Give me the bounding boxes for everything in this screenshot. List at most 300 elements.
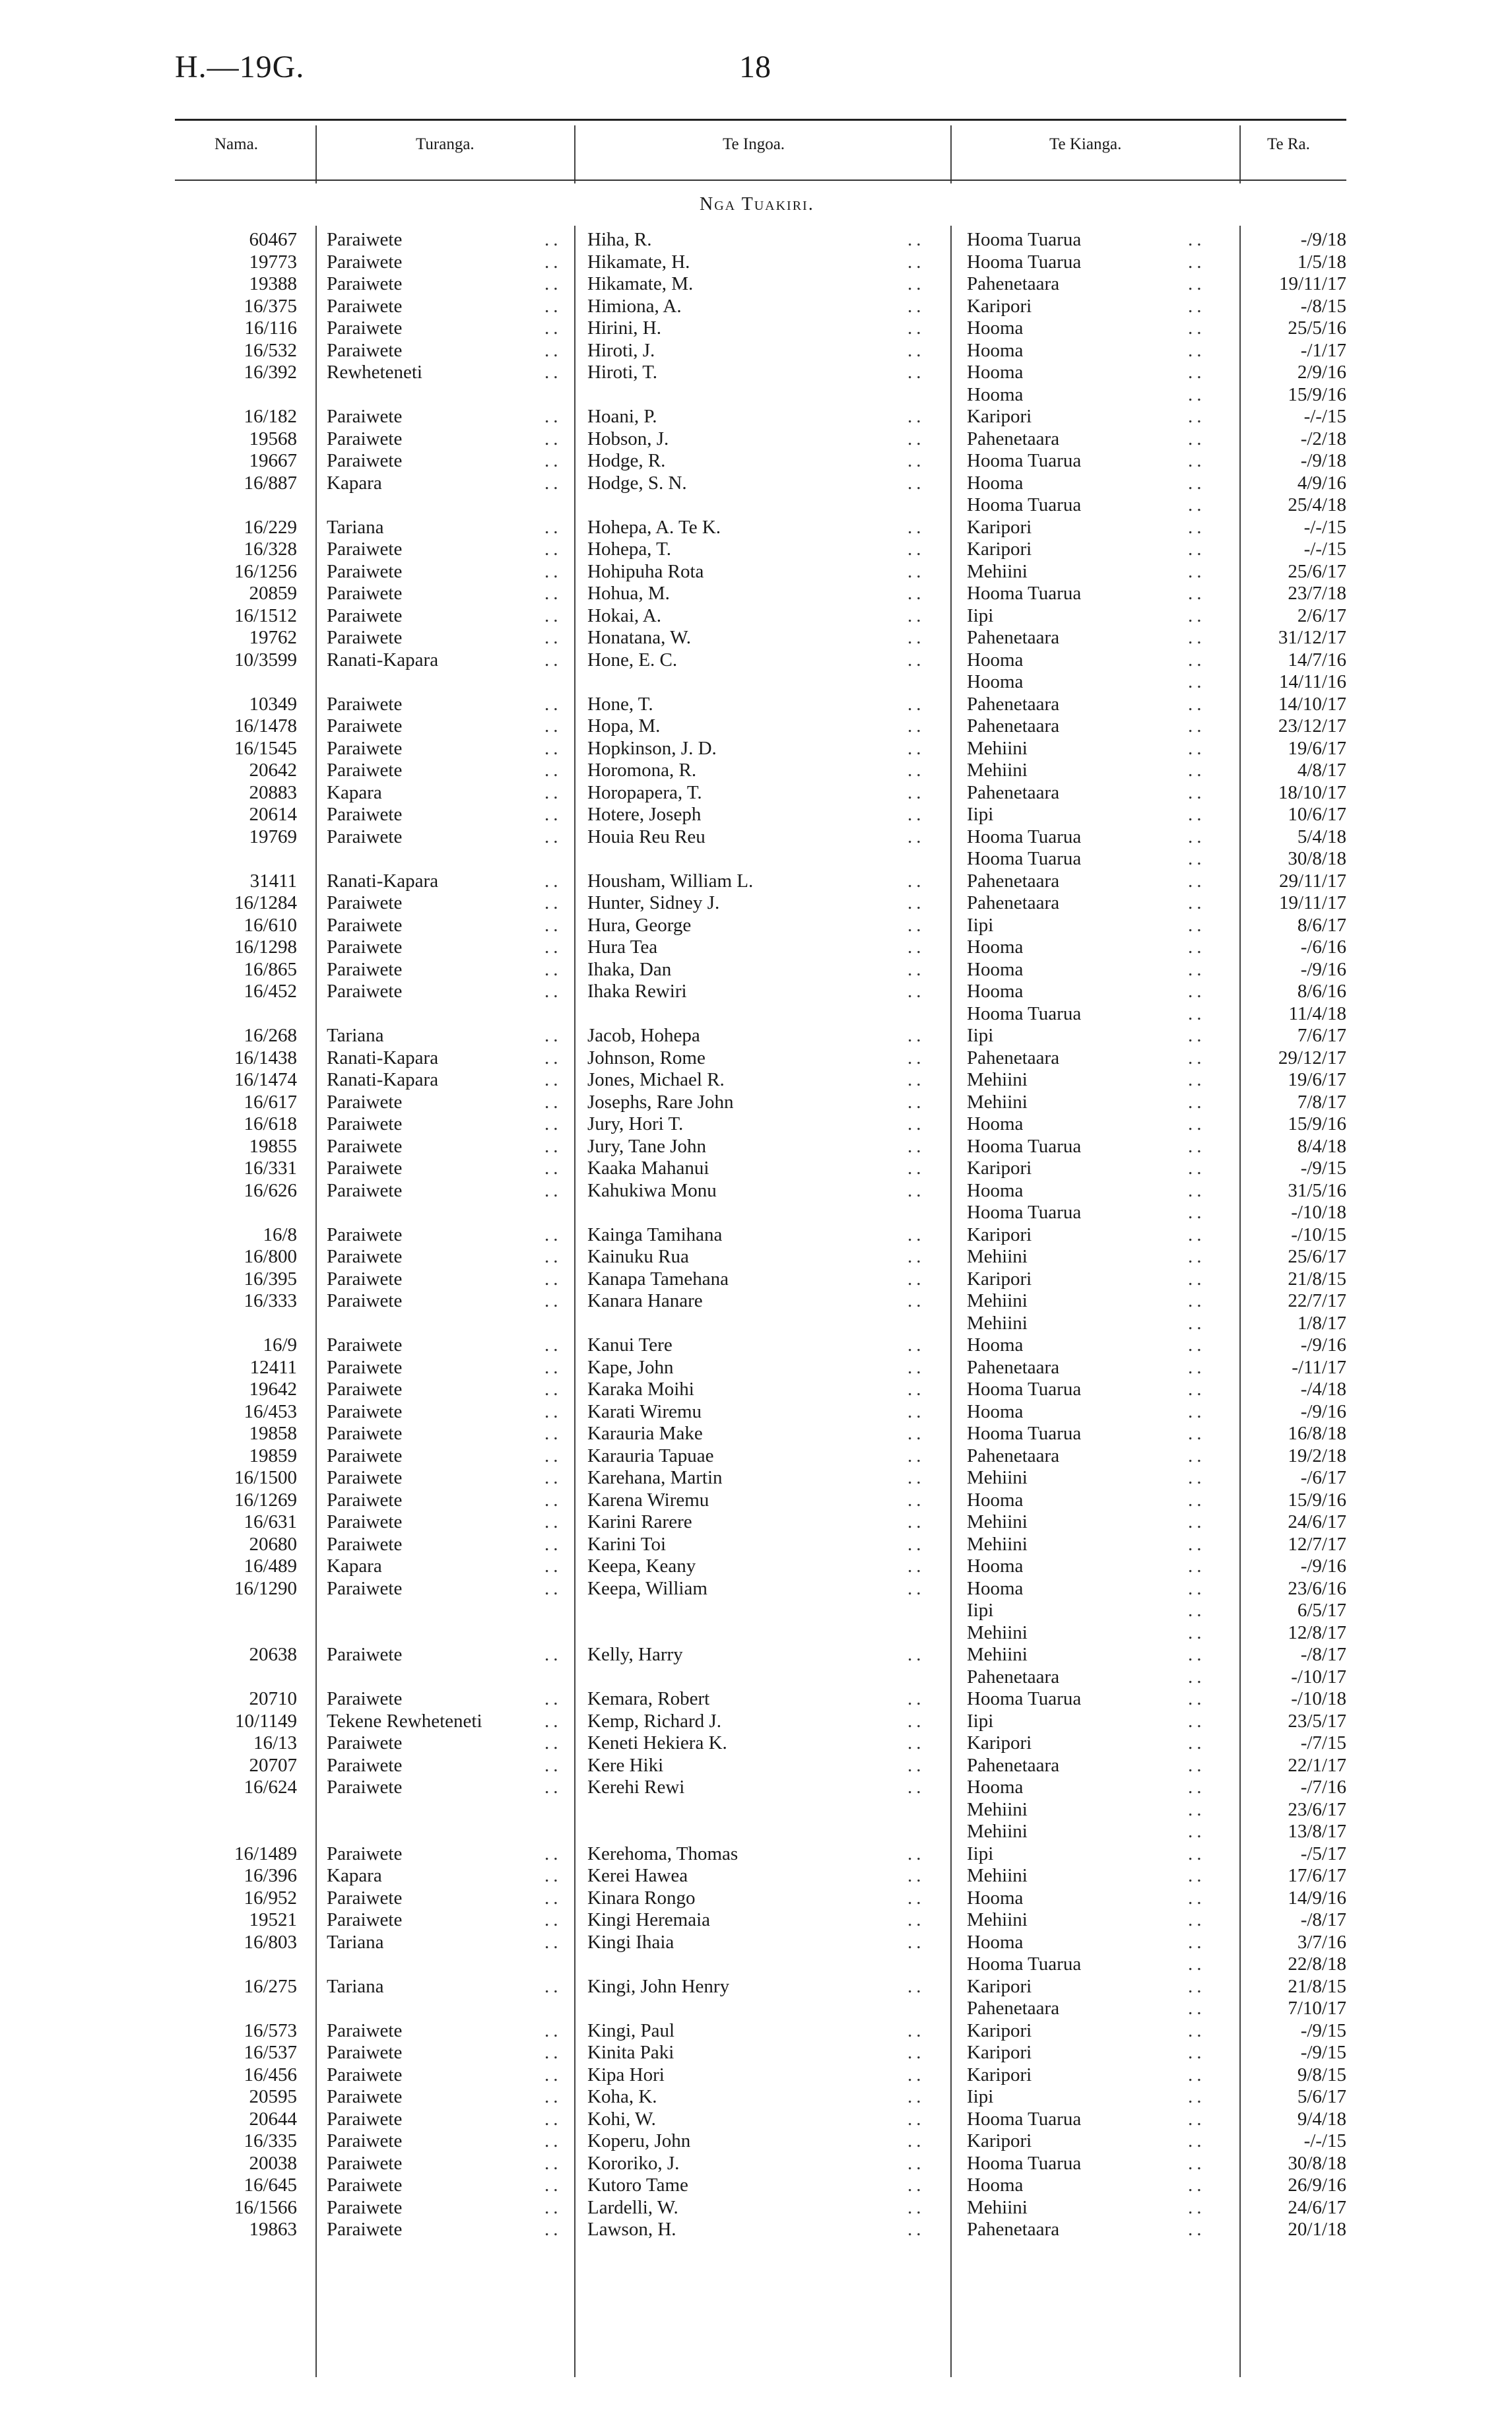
row-tribe: Paraiwete [327, 981, 403, 1002]
row-name: Kerehoma, Thomas [587, 1843, 739, 1864]
row-id: 10/3599 [234, 649, 297, 671]
dot-leader: .. [907, 914, 925, 936]
row-place: Mehiini [967, 1865, 1028, 1886]
row-tribe: Paraiwete [327, 737, 403, 759]
row-name: Hiroti, T. [587, 362, 658, 383]
row-id: 10349 [249, 693, 297, 715]
dot-leader: .. [544, 1777, 562, 1798]
dot-leader: .. [907, 251, 925, 273]
row-place: Hooma Tuarua [967, 826, 1082, 847]
row-tribe: Paraiwete [327, 804, 403, 825]
row-name: Hotere, Joseph [587, 804, 702, 825]
dot-leader: .. [907, 1909, 925, 1930]
dot-leader: .. [544, 936, 562, 958]
dot-leader: .. [907, 1113, 925, 1134]
dot-leader: .. [907, 1069, 925, 1090]
row-name: Hohepa, A. Te K. [587, 516, 721, 538]
table-row [0, 1976, 1512, 1998]
row-tribe: Paraiwete [327, 560, 403, 582]
row-id: 16/1284 [234, 892, 297, 913]
row-id: 20710 [249, 1688, 297, 1709]
row-place: Pahenetaara [967, 892, 1060, 913]
row-name: Karati Wiremu [587, 1400, 702, 1422]
row-tribe: Paraiwete [327, 1179, 403, 1201]
dot-leader: .. [1188, 2086, 1206, 2107]
dot-leader: .. [1188, 362, 1206, 383]
document-reference: H.—19G. [175, 49, 305, 84]
dot-leader: .. [544, 1511, 562, 1532]
table-row [0, 1711, 1512, 1733]
dot-leader: .. [544, 2064, 562, 2085]
row-place: Hooma Tuarua [967, 1688, 1082, 1709]
row-id: 16/626 [244, 1179, 297, 1201]
dot-leader: .. [907, 583, 925, 604]
row-id: 19855 [249, 1135, 297, 1157]
dot-leader: .. [544, 2130, 562, 2151]
table-row [0, 229, 1512, 251]
dot-leader: .. [544, 981, 562, 1002]
row-name: Keepa, Keany [587, 1556, 696, 1577]
row-date: 9/4/18 [1297, 2108, 1346, 2130]
row-id: 16/617 [244, 1091, 297, 1113]
row-name: Lawson, H. [587, 2219, 676, 2240]
row-name: Hiroti, J. [587, 339, 655, 361]
row-date: 18/10/17 [1278, 781, 1346, 803]
row-id: 19642 [249, 1379, 297, 1400]
dot-leader: .. [1188, 715, 1206, 737]
dot-leader: .. [1188, 251, 1206, 273]
row-date: 23/5/17 [1288, 1710, 1346, 1732]
row-name: Hikamate, H. [587, 251, 690, 273]
dot-leader: .. [1188, 1644, 1206, 1665]
dot-leader: .. [1188, 981, 1206, 1002]
row-date: 16/8/18 [1288, 1423, 1346, 1444]
row-id: 19762 [249, 627, 297, 648]
row-tribe: Rewheteneti [327, 362, 422, 383]
dot-leader: .. [544, 1334, 562, 1356]
dot-leader: .. [544, 914, 562, 936]
row-name: Kohi, W. [587, 2108, 656, 2130]
row-date: 1/5/18 [1297, 251, 1346, 273]
table-row [0, 517, 1512, 539]
row-id: 19858 [249, 1423, 297, 1444]
column-header-name: Te Ingoa. [723, 135, 785, 153]
row-place: Mehiini [967, 737, 1028, 759]
row-tribe: Paraiwete [327, 2219, 403, 2240]
dot-leader: .. [544, 1445, 562, 1466]
row-place: Mehiini [967, 1069, 1028, 1090]
row-place: Hooma Tuarua [967, 1953, 1082, 1975]
row-tribe: Paraiwete [327, 1732, 403, 1753]
row-tribe: Paraiwete [327, 715, 403, 737]
row-date: 19/2/18 [1288, 1445, 1346, 1466]
dot-leader: .. [544, 627, 562, 648]
table-row [0, 892, 1512, 915]
dot-leader: .. [544, 605, 562, 626]
table-row [0, 2042, 1512, 2064]
row-place: Karipori [967, 1158, 1032, 1179]
table-row [0, 2197, 1512, 2219]
dot-leader: .. [907, 1290, 925, 1311]
dot-leader: .. [544, 715, 562, 737]
dot-leader: .. [544, 2219, 562, 2240]
row-name: Karauria Tapuae [587, 1445, 714, 1466]
dot-leader: .. [544, 1754, 562, 1776]
row-tribe: Paraiwete [327, 229, 403, 250]
row-id: 16/532 [244, 339, 297, 361]
table-row [0, 2086, 1512, 2109]
table-row [0, 494, 1512, 517]
row-date: 15/9/16 [1288, 1489, 1346, 1511]
dot-leader: .. [1188, 760, 1206, 781]
dot-leader: .. [907, 2175, 925, 2196]
row-tribe: Paraiwete [327, 339, 403, 361]
dot-leader: .. [907, 428, 925, 449]
table-row [0, 1224, 1512, 1247]
dot-leader: .. [544, 1577, 562, 1599]
row-tribe: Paraiwete [327, 1909, 403, 1930]
row-id: 16/1512 [234, 605, 297, 626]
row-id: 16/9 [263, 1334, 297, 1356]
row-tribe: Tekene Rewheteneti [327, 1710, 482, 1732]
table-row [0, 1688, 1512, 1711]
row-date: 7/10/17 [1288, 1998, 1346, 2019]
row-id: 16/1438 [234, 1047, 297, 1068]
row-date: 5/6/17 [1297, 2086, 1346, 2107]
dot-leader: .. [544, 1224, 562, 1245]
row-id: 19769 [249, 826, 297, 847]
dot-leader: .. [1188, 1577, 1206, 1599]
row-tribe: Paraiwete [327, 936, 403, 958]
table-row [0, 915, 1512, 937]
dot-leader: .. [907, 1865, 925, 1886]
row-name: Hura Tea [587, 936, 658, 958]
row-tribe: Paraiwete [327, 2130, 403, 2151]
dot-leader: .. [544, 516, 562, 538]
row-name: Kipa Hori [587, 2064, 665, 2085]
row-tribe: Paraiwete [327, 1135, 403, 1157]
row-tribe: Paraiwete [327, 450, 403, 471]
dot-leader: .. [544, 892, 562, 913]
dot-leader: .. [1188, 627, 1206, 648]
dot-leader: .. [544, 317, 562, 339]
row-place: Hooma Tuarua [967, 1135, 1082, 1157]
dot-leader: .. [1188, 1113, 1206, 1134]
table-row [0, 1092, 1512, 1114]
header-divider [1239, 125, 1241, 183]
dot-leader: .. [907, 1047, 925, 1068]
row-tribe: Paraiwete [327, 1511, 403, 1532]
row-place: Hooma [967, 981, 1024, 1002]
table-row [0, 473, 1512, 495]
column-headers [175, 135, 1346, 162]
dot-leader: .. [1188, 1489, 1206, 1511]
dot-leader: .. [544, 1423, 562, 1444]
dot-leader: .. [544, 2019, 562, 2041]
table-row [0, 296, 1512, 318]
row-place: Hooma [967, 671, 1024, 692]
dot-leader: .. [1188, 516, 1206, 538]
row-date: 30/8/18 [1288, 848, 1346, 869]
row-name: Johnson, Rome [587, 1047, 706, 1068]
dot-leader: .. [907, 317, 925, 339]
row-place: Karipori [967, 539, 1032, 560]
dot-leader: .. [1188, 2219, 1206, 2240]
row-date: 19/11/17 [1278, 892, 1346, 913]
row-id: 16/1269 [234, 1489, 297, 1511]
dot-leader: .. [1188, 1467, 1206, 1488]
row-place: Karipori [967, 406, 1032, 427]
row-place: Hooma Tuarua [967, 450, 1082, 471]
table-row [0, 1047, 1512, 1070]
row-tribe: Paraiwete [327, 1887, 403, 1909]
row-date: 6/5/17 [1297, 1600, 1346, 1621]
row-date: -/11/17 [1292, 1356, 1346, 1378]
table-row [0, 826, 1512, 849]
dot-leader: .. [907, 2019, 925, 2041]
row-place: Hooma [967, 362, 1024, 383]
row-place: Hooma [967, 472, 1024, 494]
row-place: Hooma [967, 1400, 1024, 1422]
row-place: Mehiini [967, 2196, 1028, 2218]
row-name: Kerei Hawea [587, 1865, 688, 1886]
row-id: 19667 [249, 450, 297, 471]
row-name: Hopkinson, J. D. [587, 737, 717, 759]
row-place: Mehiini [967, 1467, 1028, 1488]
row-id: 16/1474 [234, 1069, 297, 1090]
dot-leader: .. [1188, 1821, 1206, 1842]
table-row [0, 450, 1512, 473]
row-name: Jury, Tane John [587, 1135, 707, 1157]
row-place: Hooma [967, 936, 1024, 958]
row-place: Pahenetaara [967, 1666, 1060, 1687]
dot-leader: .. [544, 2108, 562, 2130]
row-tribe: Paraiwete [327, 1467, 403, 1488]
row-id: 20638 [249, 1644, 297, 1665]
dot-leader: .. [907, 1777, 925, 1798]
dot-leader: .. [544, 1400, 562, 1422]
row-date: -/7/16 [1300, 1777, 1346, 1798]
dot-leader: .. [907, 1688, 925, 1709]
row-id: 16/1500 [234, 1467, 297, 1488]
row-date: 19/6/17 [1288, 1069, 1346, 1090]
row-tribe: Paraiwete [327, 1091, 403, 1113]
row-id: 16/268 [244, 1025, 297, 1046]
dot-leader: .. [1188, 1400, 1206, 1422]
row-place: Iipi [967, 804, 994, 825]
row-id: 16/573 [244, 2019, 297, 2041]
row-place: Pahenetaara [967, 693, 1060, 715]
dot-leader: .. [544, 428, 562, 449]
row-id: 20642 [249, 760, 297, 781]
row-name: Kingi Ihaia [587, 1931, 674, 1953]
row-date: 2/9/16 [1297, 362, 1346, 383]
row-name: Hone, E. C. [587, 649, 678, 671]
table-row [0, 1069, 1512, 1092]
dot-leader: .. [544, 1732, 562, 1753]
dot-leader: .. [544, 362, 562, 383]
row-tribe: Tariana [327, 516, 384, 538]
row-place: Hooma [967, 1577, 1024, 1599]
table-row [0, 1556, 1512, 1578]
dot-leader: .. [1188, 848, 1206, 869]
dot-leader: .. [1188, 1135, 1206, 1157]
dot-leader: .. [907, 1224, 925, 1245]
dot-leader: .. [544, 1113, 562, 1134]
column-header-place: Te Kianga. [1049, 135, 1122, 153]
row-name: Lardelli, W. [587, 2196, 678, 2218]
table-row [0, 1246, 1512, 1268]
row-name: Kainga Tamihana [587, 1224, 723, 1245]
row-date: 31/12/17 [1278, 627, 1346, 648]
row-place: Hooma [967, 1556, 1024, 1577]
dot-leader: .. [907, 715, 925, 737]
row-place: Mehiini [967, 1511, 1028, 1532]
row-place: Mehiini [967, 1821, 1028, 1842]
row-place: Hooma [967, 1887, 1024, 1909]
row-place: Mehiini [967, 1644, 1028, 1665]
row-name: Hone, T. [587, 693, 653, 715]
row-place: Pahenetaara [967, 1047, 1060, 1068]
dot-leader: .. [1188, 1179, 1206, 1201]
dot-leader: .. [544, 1268, 562, 1290]
dot-leader: .. [544, 1047, 562, 1068]
row-name: Hohepa, T. [587, 539, 671, 560]
dot-leader: .. [907, 1445, 925, 1466]
row-place: Iipi [967, 2086, 994, 2107]
row-tribe: Paraiwete [327, 1400, 403, 1422]
row-place: Mehiini [967, 1290, 1028, 1311]
table-row [0, 1136, 1512, 1158]
row-date: 2/6/17 [1297, 605, 1346, 626]
dot-leader: .. [544, 649, 562, 671]
dot-leader: .. [1188, 1224, 1206, 1245]
row-name: Kape, John [587, 1356, 674, 1378]
dot-leader: .. [907, 406, 925, 427]
row-place: Mehiini [967, 1533, 1028, 1555]
row-place: Pahenetaara [967, 1356, 1060, 1378]
row-place: Hooma Tuarua [967, 1202, 1082, 1223]
table-row [0, 362, 1512, 384]
row-date: 31/5/16 [1288, 1179, 1346, 1201]
row-date: -/8/15 [1300, 295, 1346, 317]
row-place: Mehiini [967, 1909, 1028, 1930]
dot-leader: .. [907, 804, 925, 825]
row-place: Pahenetaara [967, 428, 1060, 449]
row-place: Mehiini [967, 1091, 1028, 1113]
row-place: Karipori [967, 1268, 1032, 1290]
row-name: Ihaka, Dan [587, 958, 672, 980]
dot-leader: .. [544, 1091, 562, 1113]
row-date: -/10/18 [1291, 1688, 1346, 1709]
row-date: -/5/17 [1300, 1843, 1346, 1864]
dot-leader: .. [544, 539, 562, 560]
row-name: Hobson, J. [587, 428, 669, 449]
table-row [0, 738, 1512, 760]
row-date: 29/11/17 [1278, 870, 1346, 892]
row-name: Keneti Hekiera K. [587, 1732, 727, 1753]
row-date: 10/6/17 [1288, 804, 1346, 825]
row-id: 16/645 [244, 2175, 297, 2196]
row-place: Mehiini [967, 1798, 1028, 1820]
row-tribe: Kapara [327, 1556, 382, 1577]
row-name: Hohipuha Rota [587, 560, 704, 582]
row-tribe: Ranati-Kapara [327, 1069, 439, 1090]
dot-leader: .. [1188, 605, 1206, 626]
row-tribe: Kapara [327, 472, 382, 494]
dot-leader: .. [907, 295, 925, 317]
row-name: Koperu, John [587, 2130, 691, 2151]
row-date: 3/7/16 [1297, 1931, 1346, 1953]
dot-leader: .. [544, 1246, 562, 1267]
row-place: Hooma Tuarua [967, 583, 1082, 604]
dot-leader: .. [907, 1158, 925, 1179]
dot-leader: .. [1188, 2108, 1206, 2130]
row-place: Pahenetaara [967, 870, 1060, 892]
row-date: -/2/18 [1300, 428, 1346, 449]
table-row [0, 936, 1512, 959]
row-id: 16/1290 [234, 1577, 297, 1599]
dot-leader: .. [907, 539, 925, 560]
dot-leader: .. [1188, 1732, 1206, 1753]
row-id: 16/275 [244, 1975, 297, 1997]
dot-leader: .. [1188, 1710, 1206, 1732]
row-place: Hooma Tuarua [967, 251, 1082, 273]
dot-leader: .. [544, 1179, 562, 1201]
row-place: Karipori [967, 295, 1032, 317]
table-row [0, 428, 1512, 451]
dot-leader: .. [544, 737, 562, 759]
row-date: 14/9/16 [1288, 1887, 1346, 1909]
row-tribe: Paraiwete [327, 2152, 403, 2174]
row-date: 20/1/18 [1288, 2219, 1346, 2240]
row-place: Mehiini [967, 1246, 1028, 1267]
row-id: 16/453 [244, 1400, 297, 1422]
row-place: Hooma Tuarua [967, 2152, 1082, 2174]
dot-leader: .. [1188, 383, 1206, 405]
row-tribe: Paraiwete [327, 2019, 403, 2041]
row-date: 17/6/17 [1288, 1865, 1346, 1886]
row-date: -/6/17 [1300, 1467, 1346, 1488]
row-id: 16/1566 [234, 2196, 297, 2218]
row-place: Hooma Tuarua [967, 1423, 1082, 1444]
table-row [0, 715, 1512, 738]
row-id: 16/803 [244, 1931, 297, 1953]
dot-leader: .. [907, 605, 925, 626]
row-place: Karipori [967, 516, 1032, 538]
dot-leader: .. [1188, 826, 1206, 847]
row-tribe: Paraiwete [327, 1688, 403, 1709]
dot-leader: .. [907, 649, 925, 671]
row-date: 9/8/15 [1297, 2064, 1346, 2085]
dot-leader: .. [907, 693, 925, 715]
row-tribe: Paraiwete [327, 1445, 403, 1466]
dot-leader: .. [1188, 1621, 1206, 1643]
row-tribe: Paraiwete [327, 914, 403, 936]
dot-leader: .. [907, 1644, 925, 1665]
dot-leader: .. [1188, 1002, 1206, 1024]
row-id: 16/13 [253, 1732, 297, 1753]
row-place: Hooma [967, 339, 1024, 361]
dot-leader: .. [1188, 1666, 1206, 1687]
row-place: Hooma [967, 317, 1024, 339]
table-row [0, 870, 1512, 893]
table-row [0, 2064, 1512, 2087]
table-row [0, 2153, 1512, 2175]
table-row [0, 981, 1512, 1003]
table-row [0, 1622, 1512, 1645]
table-row [0, 1666, 1512, 1689]
